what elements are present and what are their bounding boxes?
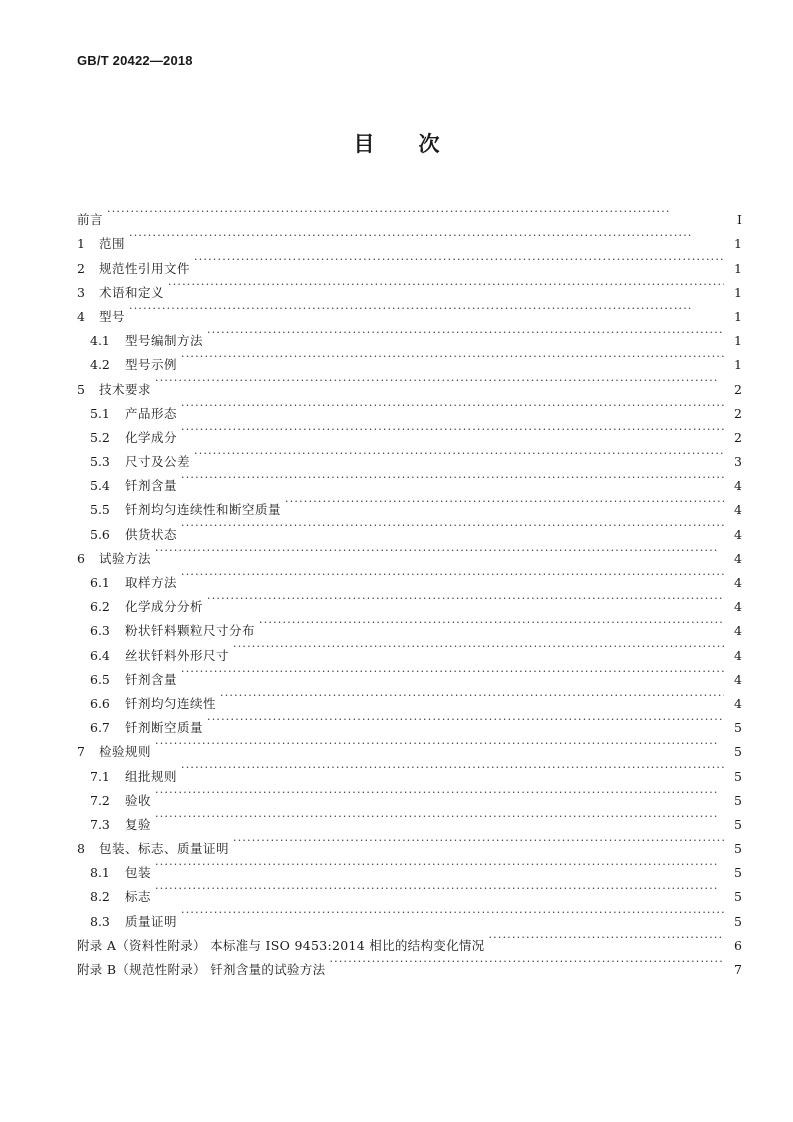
toc-entry-page: 4	[734, 526, 742, 542]
toc-entry-page: 4	[734, 599, 742, 615]
toc-entry-number: 1	[77, 236, 85, 252]
toc-entry-title: 包装	[125, 865, 152, 881]
toc-entry-page: 7	[734, 962, 742, 977]
toc-entry[interactable]	[77, 877, 742, 905]
toc-entry-number: 8	[77, 841, 85, 857]
toc-dot-leader	[181, 660, 724, 684]
toc-entry-page: 5	[734, 841, 742, 857]
toc-entry-title: 钎剂断空质量	[125, 720, 204, 736]
toc-dot-leader	[107, 200, 724, 224]
toc-entry-page: 5	[734, 816, 742, 832]
toc-entry[interactable]	[77, 224, 742, 252]
toc-entry-page: 6	[734, 937, 742, 953]
toc-entry-title: 检验规则	[99, 744, 152, 760]
toc-entry-title: 复验	[125, 816, 152, 832]
toc-entry[interactable]	[77, 369, 742, 397]
toc-dot-leader	[207, 321, 724, 345]
toc-entry[interactable]	[77, 248, 742, 276]
toc-entry-title: 丝状钎料外形尺寸	[125, 647, 230, 663]
toc-dot-leader	[155, 781, 724, 805]
toc-dot-leader	[155, 369, 724, 393]
toc-entry[interactable]	[77, 781, 742, 808]
toc-entry-number: 2	[77, 260, 85, 276]
toc-entry-page: 1	[734, 333, 742, 349]
toc-entry-number: 5.1	[90, 405, 110, 421]
toc-entry-page: 5	[734, 744, 742, 760]
toc-dot-leader	[259, 611, 724, 635]
toc-entry-title: 技术要求	[99, 381, 152, 397]
toc-entry[interactable]	[77, 321, 742, 349]
toc-entry-number: 5.5	[90, 502, 110, 518]
toc-entry-number: 6	[77, 550, 85, 566]
toc-entry-number: 5.3	[90, 454, 110, 470]
toc-entry[interactable]	[77, 853, 742, 881]
toc-entry-title: 附录 B（规范性附录） 钎剂含量的试验方法	[77, 962, 326, 977]
toc-entry-page: 4	[734, 647, 742, 663]
toc-entry[interactable]	[77, 756, 742, 784]
toc-entry-number: 7.1	[90, 768, 110, 784]
toc-entry[interactable]	[77, 732, 742, 760]
toc-dot-leader	[155, 732, 724, 756]
toc-dot-leader	[181, 514, 724, 538]
toc-dot-leader	[181, 466, 724, 490]
toc-entry-title: 验收	[125, 792, 152, 808]
toc-dot-leader	[207, 587, 724, 611]
toc-dot-leader	[220, 684, 724, 708]
toc-entry-page: 4	[734, 478, 742, 494]
toc-entry-page: 4	[734, 671, 742, 687]
toc-entry-page: 5	[734, 768, 742, 784]
toc-entry-title: 钎剂含量	[125, 478, 178, 494]
toc-entry-title: 组批规则	[125, 768, 178, 784]
toc-entry-page: 1	[734, 260, 742, 276]
toc-entry[interactable]	[77, 829, 742, 857]
toc-entry-number: 3	[77, 284, 85, 300]
toc-entry-title: 标志	[125, 889, 152, 905]
toc-entry[interactable]	[77, 200, 742, 228]
toc-entry-title: 钎剂含量	[125, 671, 178, 687]
toc-entry-page: 5	[734, 865, 742, 881]
toc-entry-page: 5	[734, 720, 742, 736]
toc-entry-number: 4.1	[90, 333, 110, 349]
toc-entry-page: 1	[734, 284, 742, 300]
toc-entry-number: 6.7	[90, 720, 110, 736]
toc-entry-title: 包装、标志、质量证明	[99, 841, 230, 857]
toc-dot-leader	[181, 418, 724, 442]
toc-entry-number: 8.1	[90, 865, 110, 881]
title-char-1: 目	[353, 132, 375, 156]
toc-entry-title: 化学成分分析	[125, 599, 204, 615]
toc-entry-page: 4	[734, 695, 742, 711]
toc-dot-leader	[155, 539, 724, 563]
toc-entry-title: 取样方法	[125, 575, 178, 590]
toc-dot-leader	[181, 394, 724, 418]
toc-entry-number: 8.2	[90, 889, 110, 905]
toc-entry[interactable]	[77, 273, 742, 300]
toc-entry-page: 4	[734, 550, 742, 566]
toc-dot-leader	[285, 490, 724, 514]
toc-entry-number: 7.2	[90, 792, 110, 808]
page-title	[0, 128, 793, 158]
toc-entry-title: 质量证明	[125, 913, 178, 929]
toc-entry-page: Ⅰ	[737, 212, 742, 228]
toc-entry-number: 5.2	[90, 429, 110, 445]
toc-dot-leader	[329, 950, 724, 974]
toc-entry-page: 1	[734, 357, 742, 373]
toc-entry-page: 2	[734, 381, 742, 397]
toc-entry-page: 4	[734, 502, 742, 518]
toc-entry-number: 8.3	[90, 913, 110, 929]
standard-code: GB/T 20422—2018	[77, 53, 193, 68]
toc-entry-page: 5	[734, 792, 742, 808]
toc-entry[interactable]	[77, 539, 742, 566]
toc-entry[interactable]	[77, 805, 742, 832]
toc-entry-page: 5	[734, 913, 742, 929]
toc-entry-title: 型号示例	[125, 357, 178, 373]
title-char-2: 次	[418, 132, 440, 156]
toc-entry-number: 5.6	[90, 526, 110, 542]
table-of-contents	[77, 200, 742, 977]
toc-entry[interactable]	[77, 901, 742, 929]
toc-entry-title: 术语和定义	[99, 284, 165, 300]
toc-dot-leader	[181, 345, 724, 369]
toc-entry-page: 4	[734, 623, 742, 639]
toc-entry-number: 6.6	[90, 695, 110, 711]
toc-dot-leader	[129, 297, 724, 321]
toc-entry-title: 供货状态	[125, 526, 178, 542]
toc-entry-number: 7	[77, 744, 85, 760]
toc-entry-page: 5	[734, 889, 742, 905]
toc-entry-number: 4.2	[90, 357, 110, 373]
toc-entry-page: 2	[734, 429, 742, 445]
toc-dot-leader	[194, 248, 724, 272]
toc-dot-leader	[194, 442, 724, 466]
toc-entry-page: 2	[734, 405, 742, 421]
toc-entry-title: 规范性引用文件	[99, 260, 191, 276]
toc-entry-title: 钎剂均匀连续性和断空质量	[125, 502, 282, 518]
toc-entry[interactable]	[77, 394, 742, 421]
toc-dot-leader	[233, 829, 724, 853]
toc-entry-title: 产品形态	[125, 405, 178, 421]
toc-dot-leader	[168, 273, 724, 297]
toc-entry-title: 型号	[99, 308, 126, 324]
toc-entry-number: 4	[77, 308, 85, 324]
toc-entry-page: 1	[734, 236, 742, 252]
toc-entry-title: 前言	[77, 212, 104, 228]
toc-entry-title: 化学成分	[125, 429, 178, 445]
toc-entry-number: 5	[77, 381, 85, 397]
toc-dot-leader	[233, 635, 724, 659]
toc-entry-title: 试验方法	[99, 550, 152, 566]
toc-entry-page: 4	[734, 575, 742, 590]
toc-entry-title: 尺寸及公差	[125, 454, 191, 470]
toc-entry-number: 6.2	[90, 599, 110, 615]
toc-dot-leader	[181, 563, 724, 587]
toc-dot-leader	[488, 926, 724, 950]
toc-entry-title: 粉状钎料颗粒尺寸分布	[125, 623, 256, 639]
toc-dot-leader	[129, 224, 724, 248]
toc-dot-leader	[155, 805, 724, 829]
toc-dot-leader	[207, 708, 724, 732]
toc-entry[interactable]	[77, 297, 742, 324]
toc-entry-page: 1	[734, 308, 742, 324]
toc-entry-title: 范围	[99, 236, 126, 252]
toc-dot-leader	[155, 877, 724, 901]
toc-entry-title: 附录 A（资料性附录） 本标准与 ISO 9453:2014 相比的结构变化情况	[77, 937, 485, 953]
toc-entry-page: 3	[734, 454, 742, 470]
toc-dot-leader	[155, 853, 724, 877]
toc-dot-leader	[181, 756, 724, 780]
toc-entry-number: 7.3	[90, 816, 110, 832]
toc-entry-title: 钎剂均匀连续性	[125, 695, 217, 711]
toc-entry-number: 6.4	[90, 647, 110, 663]
toc-entry-number: 6.5	[90, 671, 110, 687]
toc-entry-title: 型号编制方法	[125, 333, 204, 349]
toc-entry-number: 5.4	[90, 478, 110, 494]
toc-entry-number: 6.3	[90, 623, 110, 639]
toc-dot-leader	[181, 901, 724, 925]
toc-entry[interactable]	[77, 563, 742, 590]
toc-entry-number: 6.1	[90, 575, 110, 590]
